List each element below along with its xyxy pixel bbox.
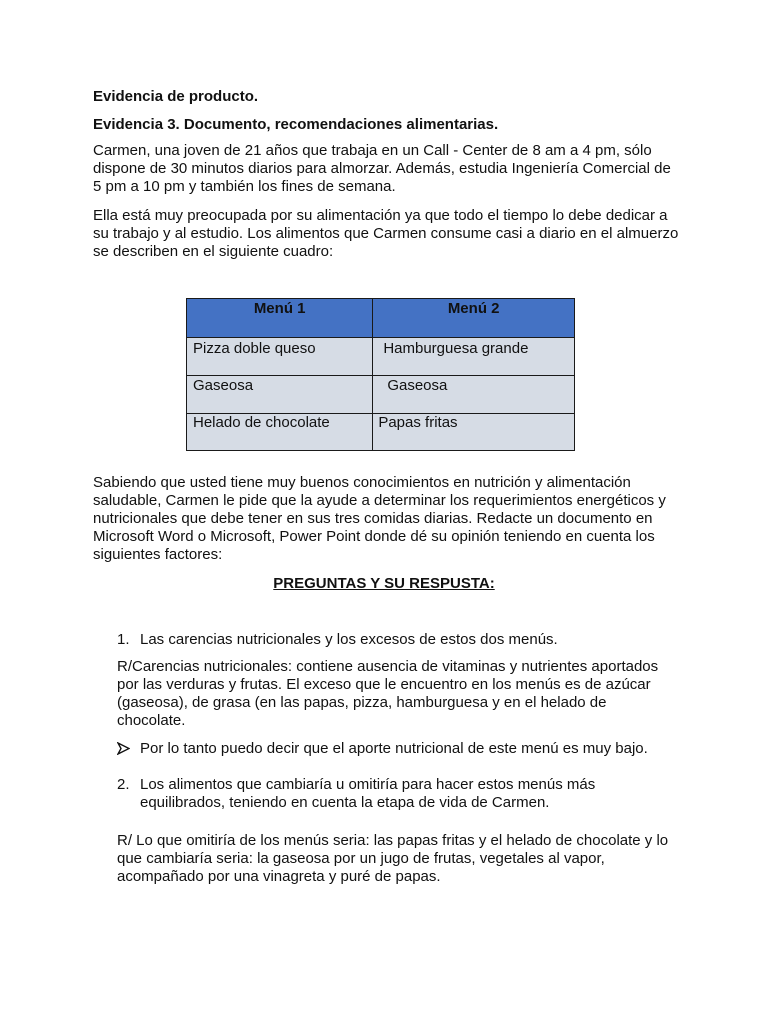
document-subtitle: Evidencia 3. Documento, recomendaciones alimentarias. [93,116,499,133]
questions-heading: PREGUNTAS Y SU RESPUSTA: [273,575,495,592]
answer-paragraph-2: R/ Lo que omitiría de los menús seria: las papas fritas y el helado de chocolate y lo que cambiaría seria: la gaseosa por un jugo de frutas, vegetales al vapor, acompañado por una vinagreta y puré de papas. [117,832,669,885]
menu-table [186,298,575,451]
arrow-bullet-icon [117,740,130,758]
table-row [187,414,575,451]
table-cell: Papas fritas [373,414,575,451]
table-cell: Helado de chocolate [187,414,373,451]
table-cell: Gaseosa [187,376,373,414]
bullet-item [117,740,677,758]
bullet-text: Por lo tanto puedo decir que el aporte nutricional de este menú es muy bajo. [140,740,648,757]
instructions-paragraph: Sabiendo que usted tiene muy buenos conocimientos en nutrición y alimentación saludable, Carmen le pide que la ayude a determinar los requerimientos energéticos y nutricionales que debe tener en sus tres comidas diarias. Redacte un documento en Microsoft Word o Microsoft, Power Point donde dé su opinión teniendo en cuenta los siguientes factores: [93,474,666,563]
table-header-menu-1: Menú 1 [187,299,373,338]
answer-paragraph-1: R/Carencias nutricionales: contiene ausencia de vitaminas y nutrientes aportados por las verduras y frutas. El exceso que le encuentro en los menús es de azúcar (gaseosa), de grasa (en las papas, pizza, hamburguesa y en el helado de chocolate. [117,658,659,729]
document-title: Evidencia de producto. [93,88,259,105]
table-cell: Gaseosa [373,376,575,414]
intro-paragraph-1: Carmen, una joven de 21 años que trabaja en un Call - Center de 8 am a 4 pm, sólo dispone de 30 minutos diarios para almorzar. Además, estudia Ingeniería Comercial de 5 pm a 10 pm y también los fines de semana. [93,142,671,195]
question-item-1 [117,631,677,649]
question-number: 1. [117,631,130,648]
table-cell: Hamburguesa grande [373,338,575,376]
question-text: Los alimentos que cambiaría u omitiría para hacer estos menús más equilibrados, teniendo en cuenta la etapa de vida de Carmen. [140,776,596,811]
table-header-row [187,299,575,338]
question-item-2 [117,776,677,812]
table-cell: Pizza doble queso [187,338,373,376]
question-number: 2. [117,776,130,793]
table-header-menu-2: Menú 2 [373,299,575,338]
question-text: Las carencias nutricionales y los excesos de estos dos menús. [140,631,558,648]
intro-paragraph-2: Ella está muy preocupada por su alimentación ya que todo el tiempo lo debe dedicar a su trabajo y al estudio. Los alimentos que Carmen consume casi a diario en el almuerzo se describen en el siguiente cuadro: [93,207,679,260]
table-row [187,376,575,414]
table-row [187,338,575,376]
